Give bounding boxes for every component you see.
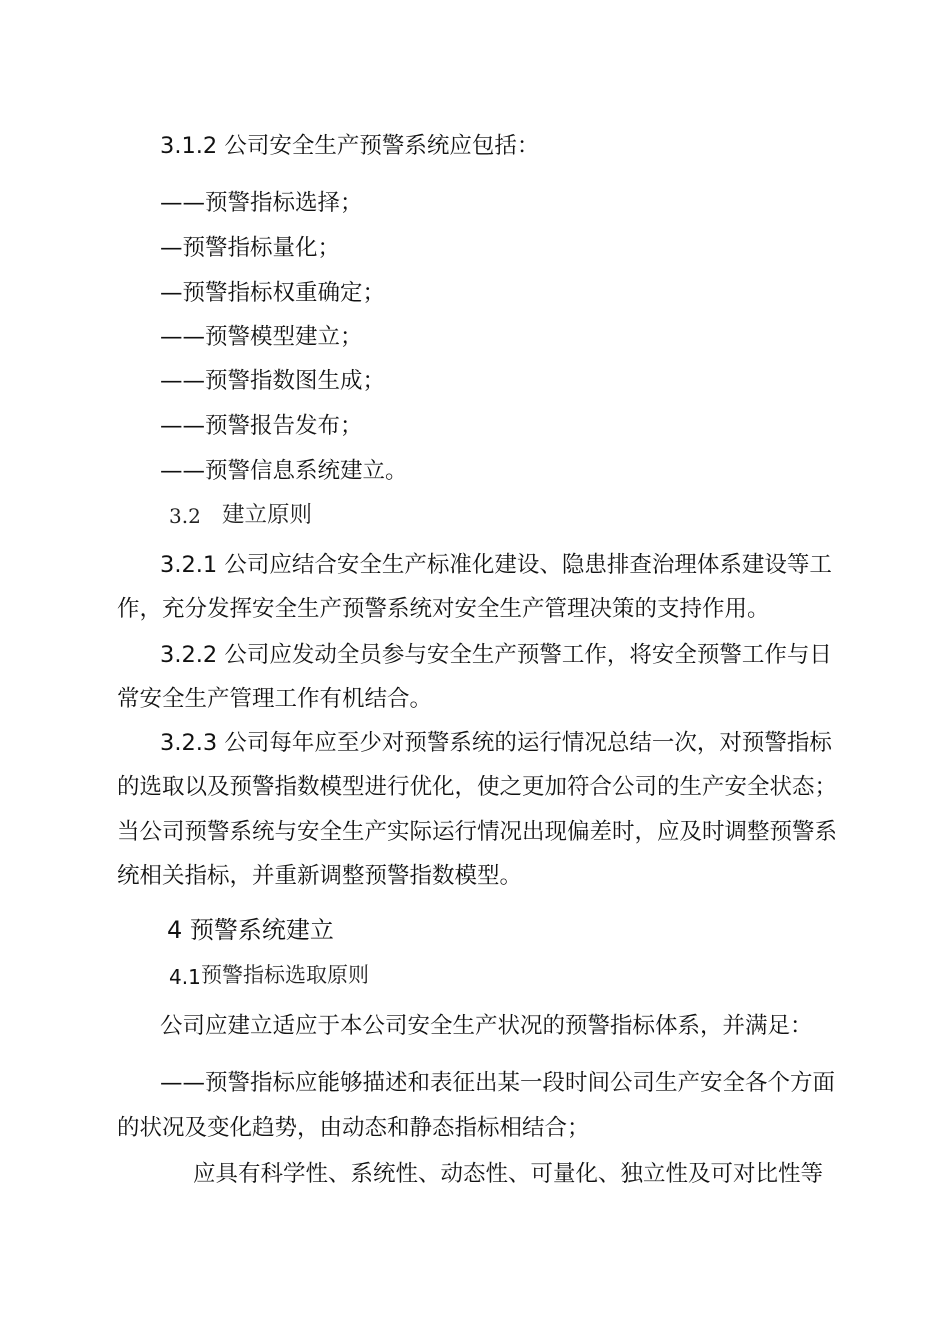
- paragraph-3-2-1-line: 3.2.1 公司应结合安全生产标准化建设、隐患排查治理体系建设等工: [160, 552, 832, 578]
- section-4-1-title: 预警指标选取原则: [201, 963, 369, 987]
- list-item: ——预警指标选择；: [160, 190, 363, 216]
- section-4-1-number: 4.1: [169, 965, 201, 989]
- paragraph-3-2-3-line: 当公司预警系统与安全生产实际运行情况出现偏差时，应及时调整预警系: [117, 819, 838, 845]
- paragraph-3-2-2-line: 常安全生产管理工作有机结合。: [117, 686, 433, 712]
- paragraph-3-2-3-line: 的选取以及预警指数模型进行优化，使之更加符合公司的生产安全状态；: [117, 774, 838, 800]
- list-item: ——预警报告发布；: [160, 413, 363, 439]
- paragraph-3-2-3-line: 统相关指标，并重新调整预警指数模型。: [117, 863, 523, 889]
- list-item: ——预警模型建立；: [160, 324, 363, 350]
- list-item: —预警指标量化；: [160, 235, 341, 261]
- section-3-2-number: 3.2: [169, 504, 201, 528]
- paragraph-4-1-item-line: ——预警指标应能够描述和表征出某一段时间公司生产安全各个方面: [160, 1070, 836, 1096]
- paragraph-3-2-3-line: 3.2.3 公司每年应至少对预警系统的运行情况总结一次，对预警指标: [160, 730, 832, 756]
- list-item: ——预警信息系统建立。: [160, 458, 408, 484]
- section-4-heading: 4 预警系统建立: [167, 916, 334, 944]
- section-3-1-2-heading: 3.1.2 公司安全生产预警系统应包括：: [160, 133, 540, 159]
- list-item: ——预警指数图生成；: [160, 368, 386, 394]
- paragraph-4-1: 公司应建立适应于本公司安全生产状况的预警指标体系，并满足：: [160, 1013, 813, 1039]
- list-item: —预警指标权重确定；: [160, 280, 386, 306]
- paragraph-3-2-1-line: 作，充分发挥安全生产预警系统对安全生产管理决策的支持作用。: [117, 596, 770, 622]
- paragraph-3-2-2-line: 3.2.2 公司应发动全员参与安全生产预警工作，将安全预警工作与日: [160, 642, 832, 668]
- paragraph-4-1-item-line: 的状况及变化趋势，由动态和静态指标相结合；: [117, 1115, 590, 1141]
- section-3-2-title: 建立原则: [222, 502, 313, 528]
- paragraph-4-1-item-line: 应具有科学性、系统性、动态性、可量化、独立性及可对比性等: [193, 1161, 824, 1187]
